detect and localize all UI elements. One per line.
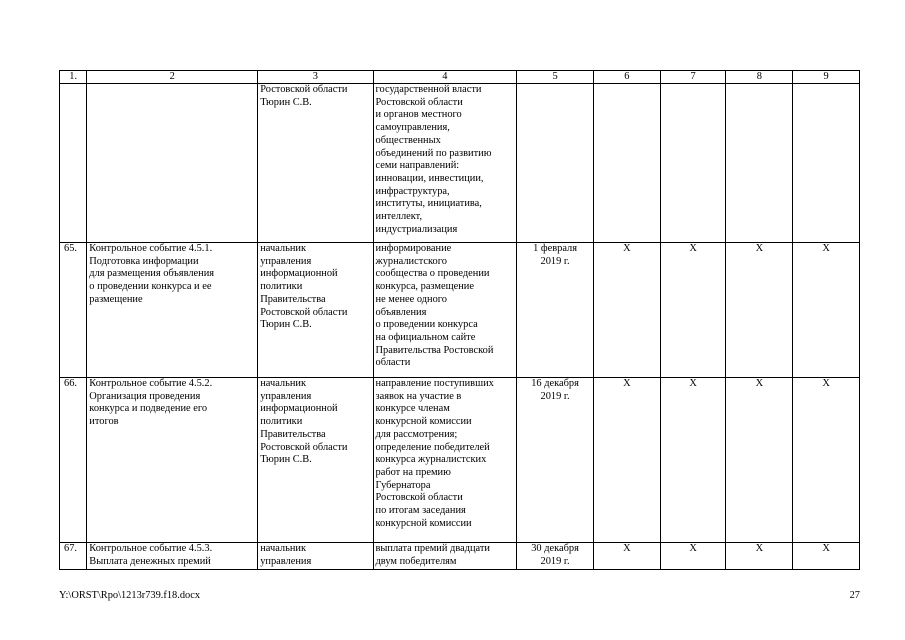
table-row (60, 378, 860, 543)
responsible-cell: начальник управления (258, 543, 373, 570)
mark-cell (793, 84, 860, 243)
table-row (60, 543, 860, 570)
header-cell: 6 (593, 71, 660, 84)
event-cell: Контрольное событие 4.5.1. Подготовка информации для размещения объявления о проведении конкурса и ее размещение (87, 243, 258, 378)
row-number (60, 84, 87, 243)
date-cell: 30 декабря 2019 г. (517, 543, 594, 570)
date-cell: 16 декабря 2019 г. (517, 378, 594, 543)
mark-cell: Х (726, 243, 793, 378)
row-number: 67. (60, 543, 87, 570)
mark-cell (726, 84, 793, 243)
mark-cell: Х (793, 378, 860, 543)
plan-table (59, 70, 860, 570)
description-cell: информирование журналистского сообщества о проведении конкурса, размещение не менее одного объявления о проведении конкурса на официальном сайте Правительства Ростовской области (373, 243, 517, 378)
header-cell: 4 (373, 71, 517, 84)
responsible-cell: начальник управления информационной политики Правительства Ростовской области Тюрин С.В. (258, 378, 373, 543)
mark-cell: Х (593, 543, 660, 570)
row-number: 66. (60, 378, 87, 543)
description-cell: выплата премий двадцати двум победителям (373, 543, 517, 570)
mark-cell: Х (726, 543, 793, 570)
mark-cell (660, 84, 726, 243)
header-cell: 7 (660, 71, 726, 84)
table-row (60, 84, 860, 243)
description-cell: государственной власти Ростовской области и органов местного самоуправления, общественных объединений по развитию семи направлений: инновации, инвестиции, инфраструктура, институты, инициатива, интеллект, индустриализация (373, 84, 517, 243)
date-cell (517, 84, 594, 243)
header-cell: 8 (726, 71, 793, 84)
date-cell: 1 февраля 2019 г. (517, 243, 594, 378)
mark-cell: Х (660, 543, 726, 570)
row-number: 65. (60, 243, 87, 378)
mark-cell: Х (660, 378, 726, 543)
header-row (60, 71, 860, 84)
mark-cell: Х (593, 378, 660, 543)
mark-cell: Х (793, 243, 860, 378)
responsible-cell: Ростовской области Тюрин С.В. (258, 84, 373, 243)
page-number: 27 (849, 590, 860, 601)
mark-cell: Х (660, 243, 726, 378)
mark-cell (593, 84, 660, 243)
header-cell: 2 (87, 71, 258, 84)
mark-cell: Х (726, 378, 793, 543)
responsible-cell: начальник управления информационной политики Правительства Ростовской области Тюрин С.В. (258, 243, 373, 378)
description-cell: направление поступивших заявок на участие в конкурсе членам конкурсной комиссии для рассмотрения; определение победителей конкурса журналистских работ на премию Губернатора Ростовской области по итогам заседания конкурсной комиссии (373, 378, 517, 543)
header-cell: 3 (258, 71, 373, 84)
header-cell: 5 (517, 71, 594, 84)
header-cell: 1. (60, 71, 87, 84)
event-cell: Контрольное событие 4.5.2. Организация проведения конкурса и подведение его итогов (87, 378, 258, 543)
header-cell: 9 (793, 71, 860, 84)
mark-cell: Х (593, 243, 660, 378)
event-cell (87, 84, 258, 243)
file-path: Y:\ORST\Rpo\1213r739.f18.docx (59, 590, 201, 601)
table-row (60, 243, 860, 378)
mark-cell: Х (793, 543, 860, 570)
event-cell: Контрольное событие 4.5.3. Выплата денежных премий (87, 543, 258, 570)
